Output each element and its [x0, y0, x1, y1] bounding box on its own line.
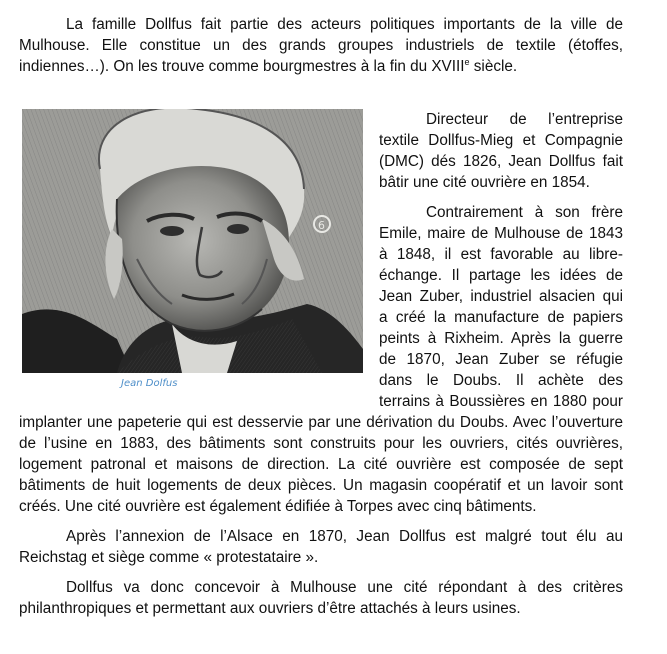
document-page — [19, 14, 623, 619]
intro-text: La famille Dollfus fait partie des acteurs politiques importants de la ville de Mulhouse. Elle constitue un des grands groupes industriels de textile (étoffes, indiennes…). On les trouve comme bourgmestres à la fin du XVIII — [19, 16, 623, 75]
portrait-engraving — [22, 109, 363, 373]
paragraph-director: Directeur de l’entreprise textile Dollfus-Mieg et Compagnie (DMC) dés 1826, Jean Dollfus fait bâtir une cité ouvrière en 1854. — [379, 111, 623, 191]
paragraph-reichstag: Après l’annexion de l’Alsace en 1870, Jean Dollfus est malgré tout élu au Reichstag et siège comme « protestataire ». — [19, 528, 623, 566]
intro-text-end: siècle. — [469, 58, 518, 75]
intro-paragraph — [19, 14, 623, 77]
century-superscript: e — [464, 57, 470, 67]
paragraph-zuber: Contrairement à son frère Emile, maire de Mulhouse de 1843 à 1848, il est favorable au libre-échange. Il partage les idées de Jean Zuber, industriel alsacien qui a créé la manufacture de papiers peints à Rixheim. Après la guerre de 1870, Jean Zuber se réfugie dans le Doubs. Il achète des terrains à Boussières en 1880 pour implanter une papeterie qui est desservie par une dérivation du Doubs. Avec l’ouverture de l’usine en 1883, des bâtiments sont construits pour les ouvriers, cités ouvrières, logement patronal et maisons de direction. La cité ouvrière est composée de sept bâtiments de huit logements de deux pièces. Un magasin coopératif et un lavoir sont créés. Une cité ouvrière est également édifiée à Torpes avec cinq bâtiments. — [19, 204, 623, 515]
paragraph-philanthropy: Dollfus va donc concevoir à Mulhouse une cité répondant à des critères philanthropiques et permettant aux ouvriers d’être attachés à leurs usines. — [19, 579, 623, 617]
portrait-caption: Jean Dolfus — [121, 378, 178, 389]
portrait-figure — [22, 109, 363, 401]
svg-text:6: 6 — [318, 219, 325, 232]
